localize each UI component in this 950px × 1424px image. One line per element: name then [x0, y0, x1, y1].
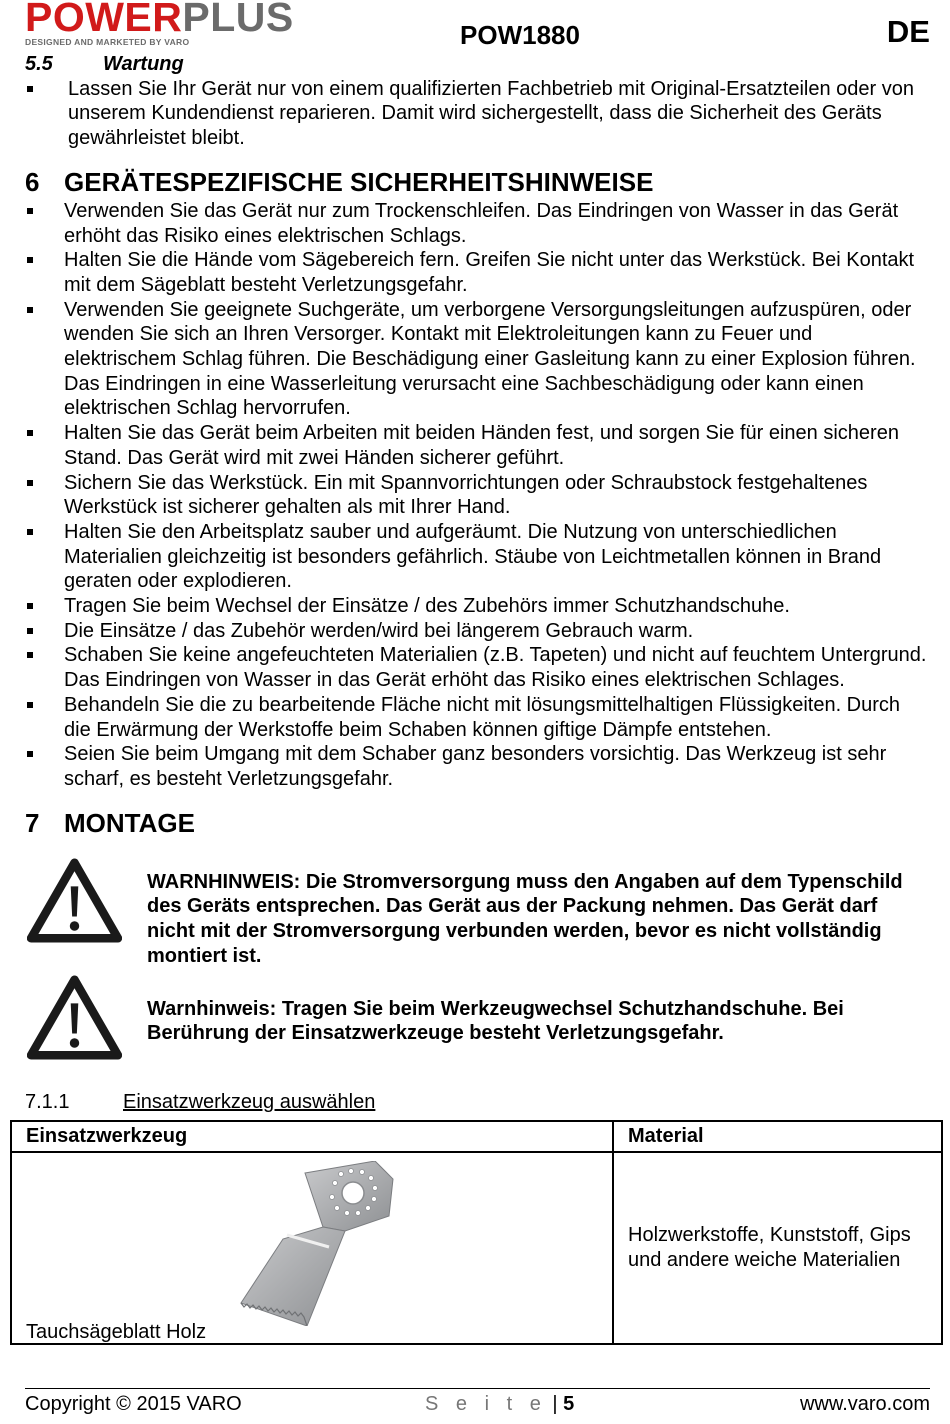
section-title: Wartung: [103, 53, 184, 75]
section-number: 5.5: [25, 53, 53, 75]
logo-plus-text: PLUS: [182, 0, 294, 40]
page-label: S e i t e: [425, 1393, 547, 1415]
model-number: POW1880: [460, 20, 580, 50]
list-item: Sichern Sie das Werkstück. Ein mit Spannvorrichtungen oder Schraubstock festgehaltenes Werkstück ist sicherer gehalten als mit Ihrer Hand.: [25, 471, 930, 520]
page-indicator: [425, 1393, 574, 1416]
page-number: 5: [563, 1393, 575, 1415]
logo-tagline: DESIGNED AND MARKETED BY VARO: [25, 37, 190, 47]
page-content: [25, 52, 930, 1345]
plunge-saw-blade-image: [217, 1161, 407, 1326]
list-item: Halten Sie das Gerät beim Arbeiten mit beiden Händen fest, und sorgen Sie für einen sicheren Stand. Das Gerät wird mit zwei Händen sicherer geführt.: [25, 421, 930, 470]
section-number: 7.1.1: [25, 1090, 70, 1113]
section-5-5-heading: [25, 52, 930, 77]
page-footer: [25, 1388, 930, 1419]
table-row: [11, 1152, 942, 1344]
copyright-text: Copyright © 2015 VARO: [25, 1393, 242, 1415]
powerplus-logo: [25, 0, 355, 48]
section-7-heading: [25, 808, 930, 838]
section-title: GERÄTESPEZIFISCHE SICHERHEITSHINWEISE: [64, 166, 654, 197]
warning-block: [25, 975, 930, 1060]
list-item: Lassen Sie Ihr Gerät nur von einem qualifizierten Fachbetrieb mit Original-Ersatzteilen oder von unserem Kundendienst reparieren. Damit wird sichergestellt, dass die Sicherheit des Geräts gewährleistet bleibt.: [25, 77, 930, 151]
section-5-5-list: [25, 77, 930, 151]
list-item: Tragen Sie beim Wechsel der Einsätze / des Zubehörs immer Schutzhandschuhe.: [25, 594, 930, 619]
tool-cell: [11, 1152, 613, 1344]
list-item: Verwenden Sie geeignete Suchgeräte, um verborgene Versorgungsleitungen aufzuspüren, oder wenden Sie sich an Ihren Versorger. Kontakt mit Elektroleitungen kann zu Feuer und elektrischem Schlag führen. Die Beschädigung einer Gasleitung kann zu einer Explosion führen. Das Eindringen in eine Wasserleitung verursacht eine Sachbeschädigung oder kann einen elektrischen Schlag hervorrufen.: [25, 298, 930, 422]
list-item: Halten Sie die Hände vom Sägebereich fern. Greifen Sie nicht unter das Werkstück. Bei Kontakt mit dem Sägeblatt besteht Verletzungsgefahr.: [25, 248, 930, 297]
section-7-1-1-heading: [25, 1090, 930, 1115]
tool-selection-table: [10, 1120, 943, 1345]
page-header: [0, 0, 950, 52]
list-item: Die Einsätze / das Zubehör werden/wird bei längerem Gebrauch warm.: [25, 619, 930, 644]
list-item: Schaben Sie keine angefeuchteten Materialien (z.B. Tapeten) und nicht auf feuchtem Untergrund. Das Eindringen von Wasser in das Gerät erhöht das Risiko eines elektrischen Schlages.: [25, 643, 930, 692]
table-header-row: [11, 1121, 942, 1152]
warning-triangle-icon: [27, 858, 122, 943]
section-title: Einsatzwerkzeug auswählen: [123, 1090, 376, 1113]
material-cell: Holzwerkstoffe, Kunststoff, Gips und andere weiche Materialien: [613, 1152, 942, 1344]
tool-name: Tauchsägeblatt Holz: [26, 1321, 207, 1344]
warning-block: [25, 858, 930, 969]
language-code: DE: [886, 14, 930, 49]
logo-power-text: POWER: [25, 0, 183, 40]
section-6-list: [25, 199, 930, 792]
warning-text: WARNHINWEIS: Die Stromversorgung muss den Angaben auf dem Typenschild des Geräts entsprechen. Das Gerät aus der Packung nehmen. Das Gerät darf nicht mit der Stromversorgung verbunden werden, bevor es nicht vollständig montiert ist.: [147, 870, 903, 967]
list-item: Seien Sie beim Umgang mit dem Schaber ganz besonders vorsichtig. Das Werkzeug ist sehr scharf, es besteht Verletzungsgefahr.: [25, 742, 930, 791]
list-item: Halten Sie den Arbeitsplatz sauber und aufgeräumt. Die Nutzung von unterschiedlichen Materialien gleichzeitig ist besonders gefährlich. Stäube von Leichtmetallen können in Brand geraten oder explodieren.: [25, 520, 930, 594]
list-item: Verwenden Sie das Gerät nur zum Trockenschleifen. Das Eindringen von Wasser in das Gerät erhöht das Risiko eines elektrischen Schlags.: [25, 199, 930, 248]
warning-text: Warnhinweis: Tragen Sie beim Werkzeugwechsel Schutzhandschuhe. Bei Berührung der Einsatzwerkzeuge besteht Verletzungsgefahr.: [147, 997, 844, 1045]
table-header-tool: Einsatzwerkzeug: [11, 1121, 613, 1152]
table-header-material: Material: [613, 1121, 942, 1152]
list-item: Behandeln Sie die zu bearbeitende Fläche nicht mit lösungsmittelhaltigen Flüssigkeiten. Durch die Erwärmung der Werkstoffe beim Schaben können giftige Dämpfe entstehen.: [25, 693, 930, 742]
website-link[interactable]: www.varo.com: [799, 1393, 930, 1415]
section-number: 6: [25, 166, 40, 197]
section-6-heading: [25, 167, 930, 197]
section-title: MONTAGE: [64, 807, 195, 838]
warning-triangle-icon: [27, 975, 122, 1060]
section-number: 7: [25, 807, 40, 838]
page-separator: |: [552, 1393, 558, 1415]
